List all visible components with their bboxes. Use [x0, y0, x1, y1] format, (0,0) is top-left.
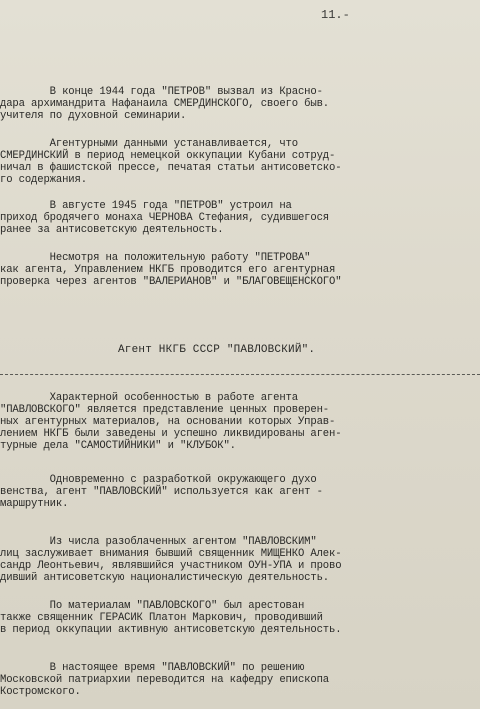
text-line: Агентурными данными устанавливается, что	[0, 138, 298, 150]
text-line: "ПАВЛОВСКОГО" является представление ценных проверен-	[0, 404, 329, 416]
text-line: ных агентурных материалов, на основании которых Управ-	[0, 416, 336, 428]
text-line: как агента, Управлением НКГБ проводится его агентурная	[0, 264, 336, 276]
text-line: В конце 1944 года "ПЕТРОВ" вызвал из Красно-	[0, 86, 323, 98]
text-line: лиц заслуживает внимания бывший священник МИЩЕНКО Алек-	[0, 548, 342, 560]
text-line: Несмотря на положительную работу "ПЕТРОВА"	[0, 252, 311, 264]
text-line: По материалам "ПАВЛОВСКОГО" был арестован	[0, 600, 305, 612]
text-line: СМЕРДИНСКИЙ в период немецкой оккупации Кубани сотруд-	[0, 150, 336, 162]
text-line: В августе 1945 года "ПЕТРОВ" устроил на	[0, 200, 292, 212]
text-line: дивший антисоветскую националистическую деятельность.	[0, 572, 329, 584]
text-line: венства, агент "ПАВЛОВСКИЙ" используется как агент -	[0, 486, 323, 498]
text-line: лением НКГБ были заведены и успешно ликвидированы аген-	[0, 428, 342, 440]
text-line: Костромского.	[0, 686, 81, 698]
text-line: приход бродячего монаха ЧЕРНОВА Стефания, судившегося	[0, 212, 329, 224]
text-line: ранее за антисоветскую деятельность.	[0, 224, 224, 236]
text-line: Из числа разоблаченных агентом "ПАВЛОВСКИМ"	[0, 536, 317, 548]
text-line: сандр Леонтьевич, являвшийся участником ОУН-УПА и прово	[0, 560, 342, 572]
text-line: В настоящее время "ПАВЛОВСКИЙ" по решению	[0, 662, 305, 674]
text-line: учителя по духовной семинарии.	[0, 110, 187, 122]
text-line: маршрутник.	[0, 498, 69, 510]
text-line: Московской патриархии переводится на кафедру епископа	[0, 674, 329, 686]
section-divider	[0, 374, 480, 376]
text-line: проверка через агентов "ВАЛЕРИАНОВ" и "БЛАГОВЕЩЕНСКОГО"	[0, 276, 342, 288]
text-line: турные дела "САМОСТИЙНИКИ" и "КЛУБОК".	[0, 440, 236, 452]
text-line: также священник ГЕРАСИК Платон Маркович, проводивший	[0, 612, 323, 624]
text-line: в период оккупации активную антисоветскую деятельность.	[0, 624, 342, 636]
text-line: го содержания.	[0, 174, 87, 186]
text-line: ничал в фашистской прессе, печатая статьи антисоветско-	[0, 162, 342, 174]
text-line: Одновременно с разработкой окружающего духо	[0, 474, 317, 486]
text-line: дара архимандрита Нафанаила СМЕРДИНСКОГО, своего быв.	[0, 98, 329, 110]
section-heading: Агент НКГБ СССР "ПАВЛОВСКИЙ".	[118, 344, 316, 356]
text-line: Характерной особенностью в работе агента	[0, 392, 298, 404]
page-number: 11.-	[321, 8, 350, 22]
